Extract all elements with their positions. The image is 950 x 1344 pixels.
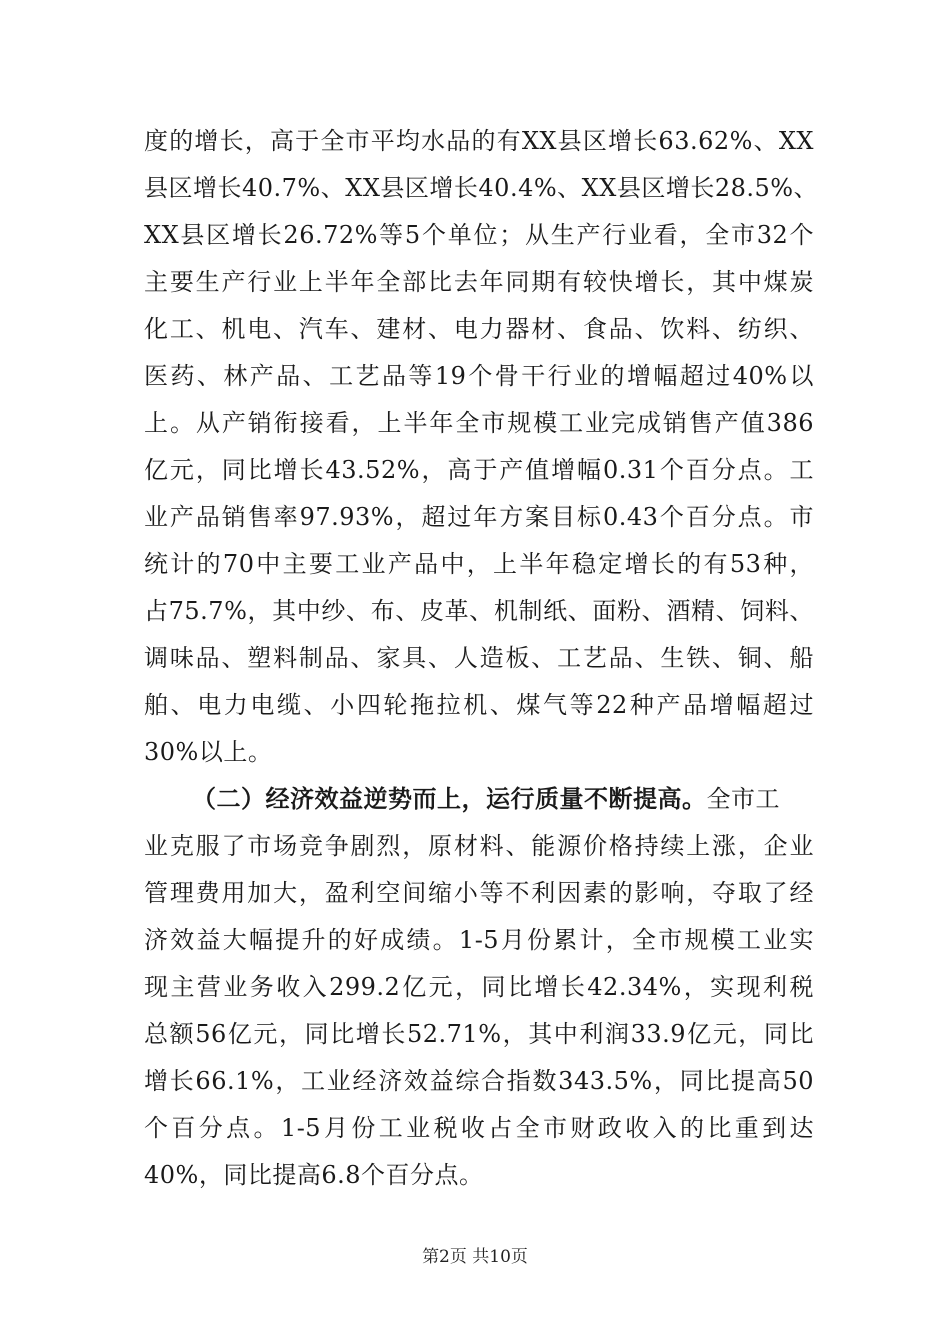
section-heading: （二）经济效益逆势而上，运行质量不断提高。: [192, 785, 707, 813]
text-line: 县区增长40.7%、XX县区增长40.4%、XX县区增长28.5%、: [144, 174, 819, 202]
text-line-last: 30%以上。: [144, 738, 273, 766]
text-line: 亿元，同比增长43.52%，高于产值增幅0.31个百分点。工: [144, 456, 814, 484]
page-footer: 第2页 共10页: [422, 1247, 528, 1267]
body-text: [144, 118, 819, 1199]
text-line: 增长66.1%，工业经济效益综合指数343.5%，同比提高50: [144, 1067, 814, 1095]
text-line: 济效益大幅提升的好成绩。1-5月份累计，全市规模工业实: [144, 926, 814, 954]
text-line: 上。从产销衔接看，上半年全市规模工业完成销售产值386: [144, 409, 814, 437]
text-line: 医药、林产品、工艺品等19个骨干行业的增幅超过40%以: [144, 362, 814, 390]
paragraph-2-first-line: [144, 776, 814, 823]
text-line: 舶、电力电缆、小四轮拖拉机、煤气等22种产品增幅超过: [144, 691, 814, 719]
paragraph-1: [144, 118, 819, 776]
text-line: 化工、机电、汽车、建材、电力器材、食品、饮料、纺织、: [144, 315, 814, 343]
text-line: 总额56亿元，同比增长52.71%，其中利润33.9亿元，同比: [144, 1020, 814, 1048]
text-line: 管理费用加大，盈利空间缩小等不利因素的影响，夺取了经: [144, 879, 814, 907]
text-line: 调味品、塑料制品、家具、人造板、工艺品、生铁、铜、船: [144, 644, 814, 672]
text-line: 业产品销售率97.93%，超过年方案目标0.43个百分点。市: [144, 503, 814, 531]
text-run: 全市工: [706, 785, 780, 813]
text-line: XX县区增长26.72%等5个单位；从生产行业看，全市32个: [144, 221, 814, 249]
text-line: 主要生产行业上半年全部比去年同期有较快增长，其中煤炭: [144, 268, 814, 296]
text-line: 统计的70中主要工业产品中，上半年稳定增长的有53种，: [144, 550, 814, 578]
text-line: 业克服了市场竞争剧烈，原材料、能源价格持续上涨，企业: [144, 832, 814, 860]
paragraph-2: [144, 776, 814, 1199]
text-line: 现主营业务收入299.2亿元，同比增长42.34%，实现利税: [144, 973, 814, 1001]
text-line: 个百分点。1-5月份工业税收占全市财政收入的比重到达: [144, 1114, 814, 1142]
text-line: 占75.7%，其中纱、布、皮革、机制纸、面粉、酒精、饲料、: [144, 597, 814, 625]
text-line: 度的增长，高于全市平均水品的有XX县区增长63.62%、XX: [144, 127, 814, 155]
text-line-last: 40%，同比提高6.8个百分点。: [144, 1161, 484, 1189]
